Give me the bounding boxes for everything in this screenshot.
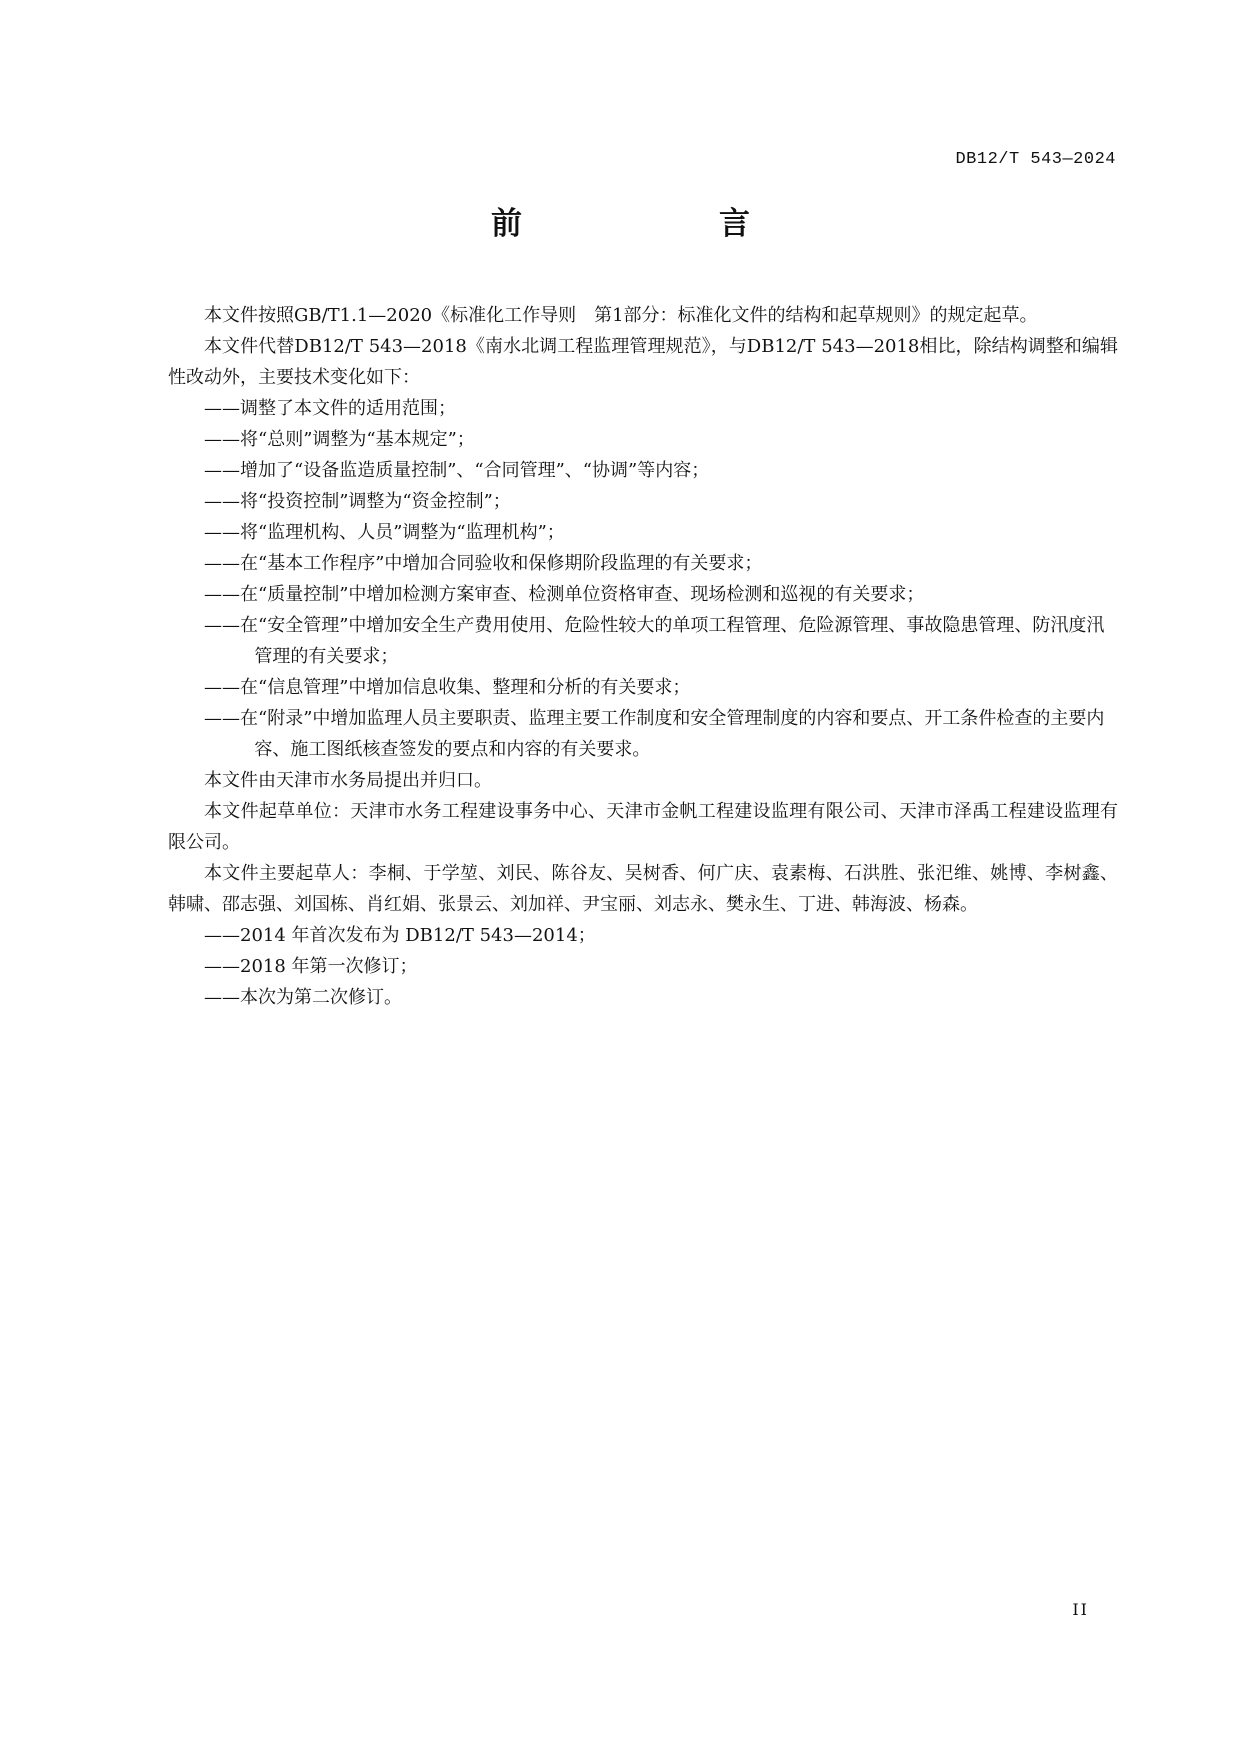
history-item: ——2014 年首次发布为 DB12/T 543—2014； [204,925,596,946]
history-item: ——2018 年第一次修订； [204,956,418,977]
change-item: ——在“安全管理”中增加安全生产费用使用、危险性较大的单项工程管理、危险源管理、事故隐患管理、防汛度汛管理的有关要求； [204,615,1105,667]
change-item: ——在“附录”中增加监理人员主要职责、监理主要工作制度和安全管理制度的内容和要点、开工条件检查的主要内容、施工图纸核查签发的要点和内容的有关要求。 [204,708,1105,760]
change-item: ——在“基本工作程序”中增加合同验收和保修期阶段监理的有关要求； [204,553,763,574]
paragraph-drafting-units: 本文件起草单位：天津市水务工程建设事务中心、天津市金帆工程建设监理有限公司、天津市泽禹工程建设监理有限公司。 [168,801,1118,853]
document-code: DB12/T 543—2024 [955,150,1116,169]
preface-body [168,300,1118,1013]
change-item: ——将“投资控制”调整为“资金控制”； [204,491,511,512]
change-item: ——在“质量控制”中增加检测方案审查、检测单位资格审查、现场检测和巡视的有关要求； [204,584,925,605]
change-item: ——将“总则”调整为“基本规定”； [204,429,475,450]
change-item: ——在“信息管理”中增加信息收集、整理和分析的有关要求； [204,677,691,698]
page-title: 前 言 [491,206,795,242]
page-number: II [1072,1600,1089,1619]
paragraph-proposer: 本文件由天津市水务局提出并归口。 [204,770,492,791]
change-item: ——增加了“设备监造质量控制”、“合同管理”、“协调”等内容； [204,460,710,481]
history-item: ——本次为第二次修订。 [204,987,402,1008]
paragraph-drafters: 本文件主要起草人：李桐、于学堃、刘民、陈谷友、吴树香、何广庆、袁素梅、石洪胜、张汜维、姚博、李树鑫、韩啸、邵志强、刘国栋、肖红娟、张景云、刘加祥、尹宝丽、刘志永、樊永生、丁进、韩海波、杨森。 [168,863,1118,915]
paragraph-drafting-basis: 本文件按照GB/T1.1—2020《标准化工作导则 第1部分：标准化文件的结构和起草规则》的规定起草。 [204,305,1038,326]
change-item: ——将“监理机构、人员”调整为“监理机构”； [204,522,565,543]
paragraph-replacement: 本文件代替DB12/T 543—2018《南水北调工程监理管理规范》，与DB12/T 543—2018相比，除结构调整和编辑性改动外，主要技术变化如下： [168,336,1118,388]
change-item: ——调整了本文件的适用范围； [204,398,456,419]
